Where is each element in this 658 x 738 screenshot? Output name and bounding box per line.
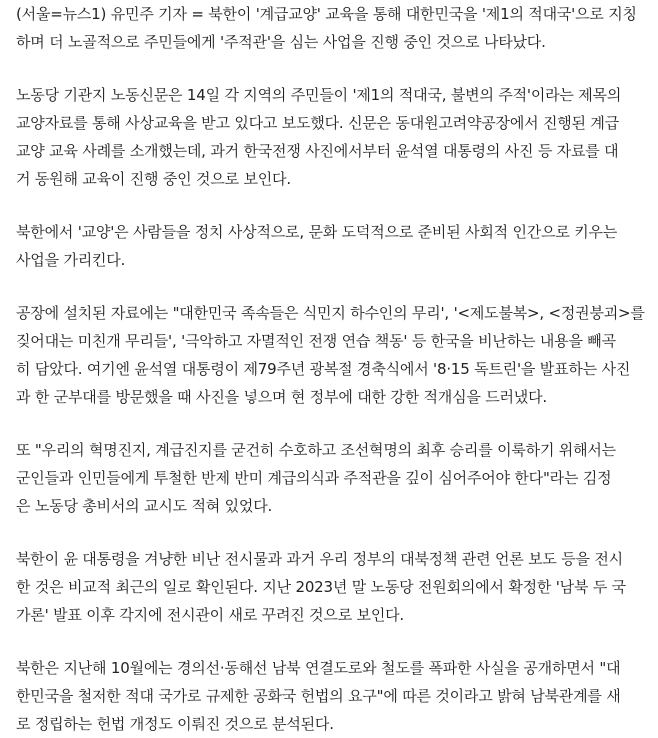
paragraph-line: 과 한 군부대를 방문했을 때 사진을 넣으며 현 정부에 대한 강한 적개심을 드러냈다.	[16, 388, 547, 406]
paragraph-gap	[16, 274, 646, 299]
paragraph-line: 교양 교육 사례를 소개했는데, 과거 한국전쟁 사진에서부터 윤석열 대통령의 사진 등 자료를 대	[16, 142, 619, 160]
paragraph-line: 북한이 윤 대통령을 겨냥한 비난 전시물과 과거 우리 정부의 대북정책 관련 언론 보도 등을 전시	[16, 550, 623, 568]
paragraph-line: 교양자료를 통해 사상교육을 받고 있다고 보도했다. 신문은 동대원고려약공장에서 진행된 계급	[16, 114, 619, 132]
paragraph-gap	[16, 520, 646, 545]
paragraph-gap	[16, 193, 646, 218]
paragraph-2	[16, 81, 646, 193]
paragraph-line: 한 것은 비교적 최근의 일로 확인된다. 지난 2023년 말 노동당 전원회의에서 확정한 '남북 두 국	[16, 578, 626, 596]
paragraph-7	[16, 654, 646, 738]
paragraph-line: 가론' 발표 이후 각지에 전시관이 새로 꾸려진 것으로 보인다.	[16, 606, 404, 624]
paragraph-line: 군인들과 인민들에게 투철한 반제 반미 계급의식과 주적관을 깊이 심어주어야 한다"라는 김정	[16, 469, 612, 487]
paragraph-gap	[16, 56, 646, 81]
paragraph-3	[16, 218, 646, 274]
paragraph-1	[16, 0, 646, 56]
paragraph-line: 공장에 설치된 자료에는 "대한민국 족속들은 식민지 하수인의 무리', '<제도불복>, <정권붕괴>를	[16, 304, 645, 322]
paragraph-line: 북한에서 '교양'은 사람들을 정치 사상적으로, 문화 도덕적으로 준비된 사회적 인간으로 키우는	[16, 223, 618, 241]
paragraph-line: 한민국을 철저한 적대 국가로 규제한 공화국 헌법의 요구"에 따른 것이라고 밝혀 남북관계를 새	[16, 687, 621, 705]
paragraph-gap	[16, 411, 646, 436]
paragraph-line: (서울=뉴스1) 유민주 기자 = 북한이 '계급교양' 교육을 통해 대한민국을 '제1의 적대국'으로 지칭	[16, 5, 637, 23]
paragraph-4	[16, 299, 646, 411]
paragraph-6	[16, 545, 646, 629]
paragraph-line: 로 정립하는 헌법 개정도 이뤄진 것으로 분석된다.	[16, 715, 334, 733]
paragraph-line: 노동당 기관지 노동신문은 14일 각 지역의 주민들이 '제1의 적대국, 불변의 주적'이라는 제목의	[16, 86, 622, 104]
paragraph-line: 은 노동당 총비서의 교시도 적혀 있었다.	[16, 497, 273, 515]
paragraph-5	[16, 436, 646, 520]
paragraph-line: 거 동원해 교육이 진행 중인 것으로 보인다.	[16, 170, 291, 188]
paragraph-line: 또 "우리의 혁명진지, 계급진지를 굳건히 수호하고 조선혁명의 최후 승리를 이룩하기 위해서는	[16, 441, 616, 459]
paragraph-line: 히 담았다. 여기엔 윤석열 대통령이 제79주년 광복절 경축식에서 '8·15 독트린'을 발표하는 사진	[16, 360, 631, 378]
paragraph-gap	[16, 629, 646, 654]
paragraph-line: 북한은 지난해 10월에는 경의선·동해선 남북 연결도로와 철도를 폭파한 사실을 공개하면서 "대	[16, 659, 621, 677]
paragraph-line: 사업을 가리킨다.	[16, 251, 126, 269]
paragraph-line: 짖어대는 미친개 무리들', '극악하고 자멸적인 전쟁 연습 책동' 등 한국을 비난하는 내용을 빼곡	[16, 332, 616, 350]
paragraph-line: 하며 더 노골적으로 주민들에게 '주적관'을 심는 사업을 진행 중인 것으로 나타났다.	[16, 33, 546, 51]
